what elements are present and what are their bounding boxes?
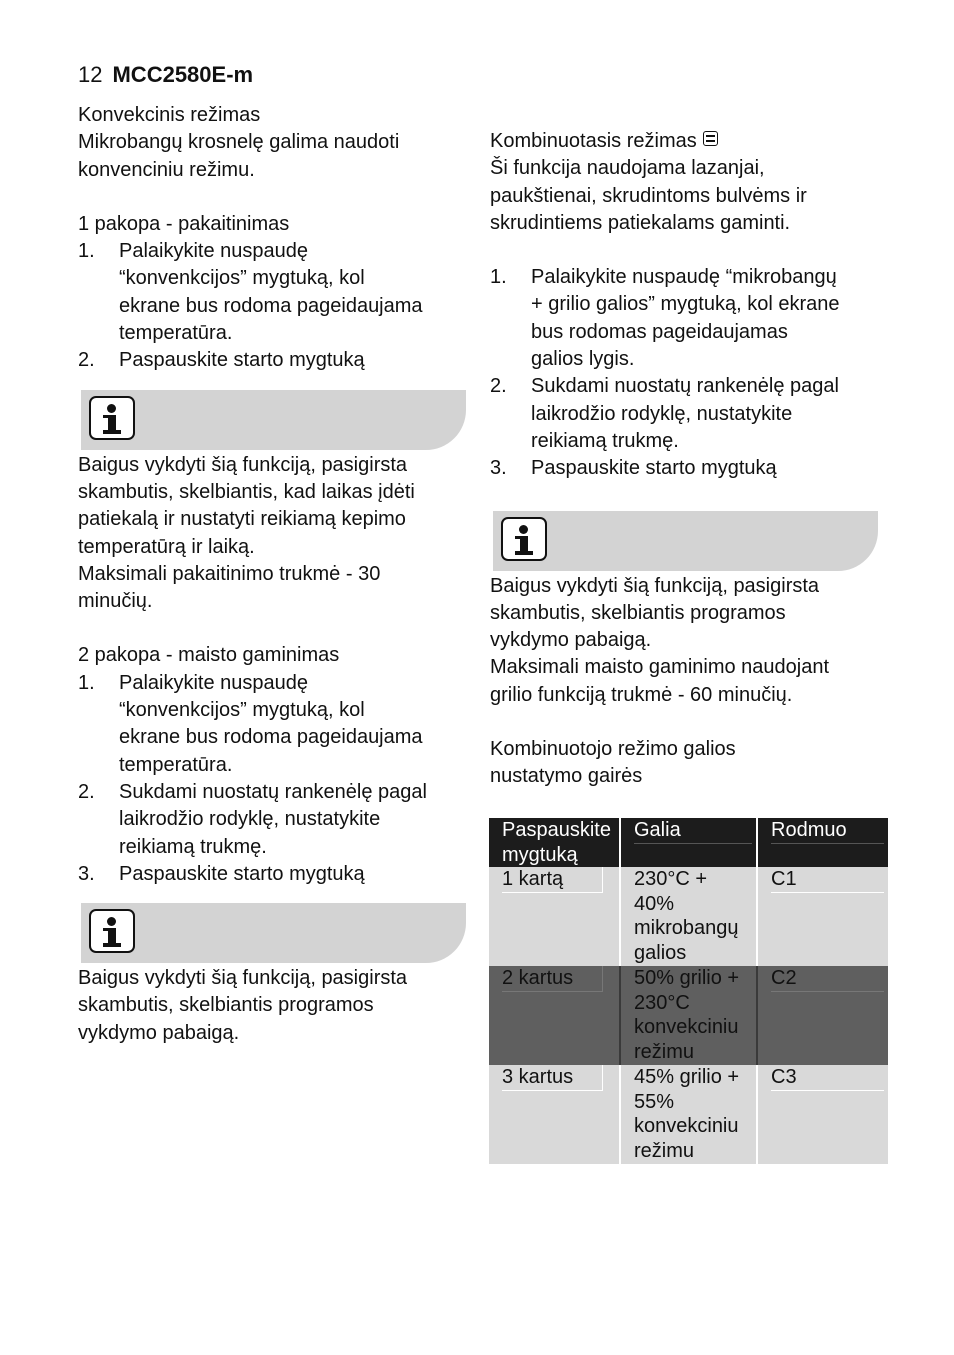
list-item: 2. Sukdami nuostatų rankenėlę pagal laikrodžio rodyklę, nustatykite reikiamą trukmę. [490, 375, 839, 452]
list-item: 1. Palaikykite nuspaudę “mikrobangų + grilio galios” mygtuką, kol ekrane bus rodomas pageidaujamas galios lygis. [490, 266, 840, 371]
convection-title: Konvekcinis režimas [78, 104, 261, 126]
combi-steps [490, 264, 880, 482]
combi-mode-icon [703, 131, 718, 146]
info-icon [89, 396, 135, 440]
list-item: 1. Palaikykite nuspaudę “konvenkcijos” mygtuką, kol ekrane bus rodoma pageidaujama temperatūra. [78, 671, 423, 776]
combi-intro-line: paukštienai, skrudintoms bulvėms ir [490, 184, 807, 207]
model-name: MCC2580E-m [112, 62, 254, 87]
info-text-line: grilio funkciją trukmė - 60 minučių. [490, 683, 793, 706]
convection-intro-line: Mikrobangų krosnelę galima naudoti [78, 131, 400, 154]
page-number: 12 [78, 62, 103, 87]
info-text-line: skambutis, skelbiantis programos [490, 601, 786, 624]
table-row [489, 1065, 888, 1164]
info-icon [89, 909, 135, 953]
column-header: Galia [620, 818, 757, 867]
list-item: 1. Palaikykite nuspaudę “konvenkcijos” mygtuką, kol ekrane bus rodoma pageidaujama temperatūra. [78, 240, 423, 345]
display-cell: C1 [757, 867, 888, 966]
page-header [78, 62, 253, 88]
table-row [489, 867, 888, 966]
list-item: 3. Paspauskite starto mygtuką [490, 457, 777, 480]
power-settings-table [489, 818, 888, 1164]
combi-intro-line: skrudintiems patiekalams gaminti. [490, 211, 791, 234]
press-count-cell: 1 kartą [489, 867, 620, 966]
info-text-line: vykdymo pabaigą. [78, 1021, 240, 1044]
info-text-line: Baigus vykdyti šią funkciją, pasigirsta [78, 967, 408, 990]
stage2-steps [78, 670, 468, 888]
table-header-row [489, 818, 888, 867]
list-item: 2. Sukdami nuostatų rankenėlę pagal laikrodžio rodyklę, nustatykite reikiamą trukmę. [78, 780, 427, 858]
display-cell: C2 [757, 966, 888, 1065]
guide-title-line: nustatymo gairės [490, 765, 643, 788]
info-text-line: Maksimali pakaitinimo trukmė - 30 [78, 562, 381, 585]
guide-title-line: Kombinuotojo režimo galios [490, 738, 736, 761]
column-header: Paspauskite mygtuką [489, 818, 620, 867]
combi-title: Kombinuotasis režimas [490, 128, 880, 155]
list-item: 3. Paspauskite starto mygtuką [78, 862, 365, 885]
column-header: Rodmuo [757, 818, 888, 867]
info-text-line: vykdymo pabaigą. [490, 629, 652, 652]
press-count-cell: 3 kartus [489, 1065, 620, 1164]
power-cell: 50% grilio + 230°C konvekciniu režimu [620, 966, 757, 1065]
info-text-line: skambutis, skelbiantis, kad laikas įdėti [78, 480, 415, 503]
info-text-line: minučių. [78, 590, 153, 613]
convection-intro-line: konvenciniu režimu. [78, 158, 255, 181]
combi-intro-line: Ši funkcija naudojama lazanjai, [490, 157, 765, 180]
info-banner [493, 511, 878, 571]
list-item: 2. Paspauskite starto mygtuką [78, 349, 365, 372]
info-text-line: temperatūrą ir laiką. [78, 535, 255, 558]
info-text-line: patiekalą ir nustatyti reikiamą kepimo [78, 508, 406, 531]
info-banner [81, 390, 466, 450]
power-cell: 230°C + 40% mikrobangų galios [620, 867, 757, 966]
press-count-cell: 2 kartus [489, 966, 620, 1065]
info-text-line: Baigus vykdyti šią funkciją, pasigirsta [78, 453, 408, 476]
info-text-line: Maksimali maisto gaminimo naudojant [490, 656, 830, 679]
stage2-title: 2 pakopa - maisto gaminimas [78, 644, 340, 667]
table-row [489, 966, 888, 1065]
info-banner [81, 903, 466, 963]
info-text-line: skambutis, skelbiantis programos [78, 994, 374, 1017]
left-column [78, 102, 468, 1047]
info-icon [501, 517, 547, 561]
stage1-steps [78, 238, 468, 374]
power-cell: 45% grilio + 55% konvekciniu režimu [620, 1065, 757, 1164]
stage1-title: 1 pakopa - pakaitinimas [78, 212, 290, 235]
info-text-line: Baigus vykdyti šią funkciją, pasigirsta [490, 574, 820, 597]
right-column [490, 128, 880, 791]
display-cell: C3 [757, 1065, 888, 1164]
